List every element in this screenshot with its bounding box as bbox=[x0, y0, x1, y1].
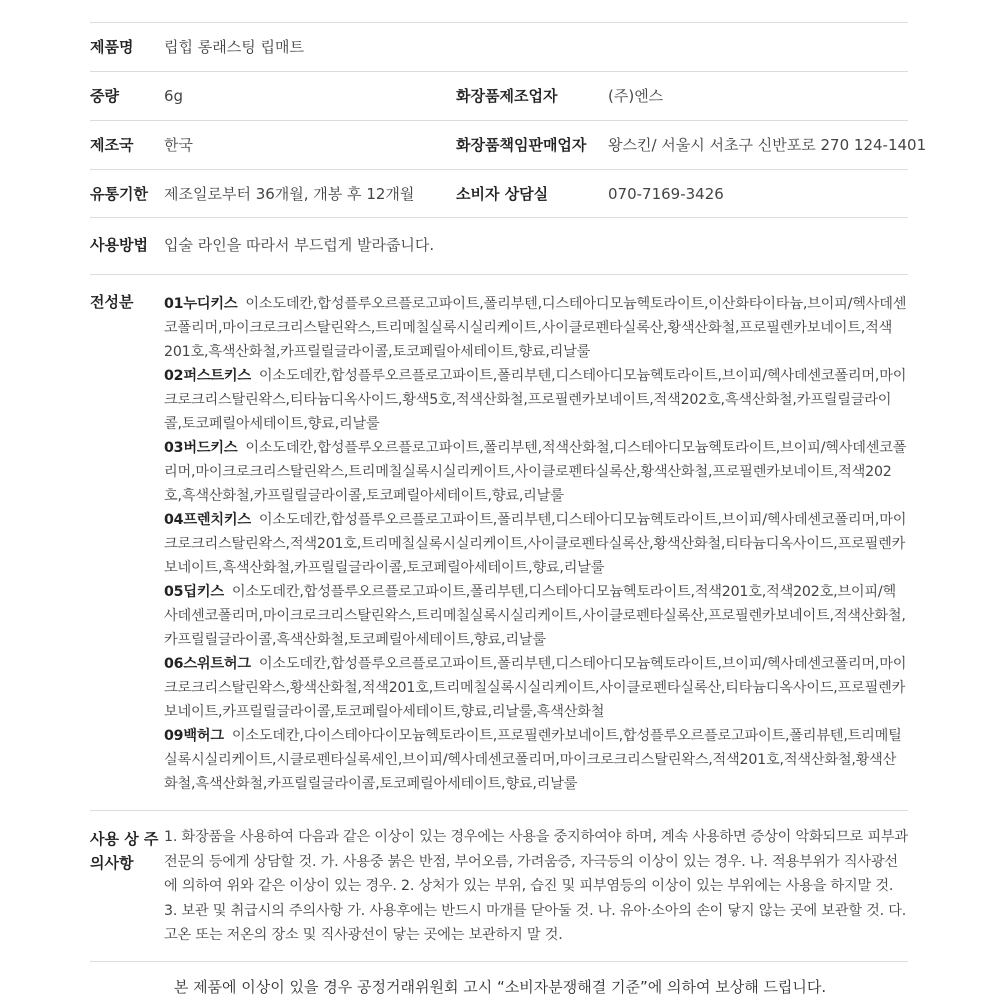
ingredient-item bbox=[164, 292, 908, 364]
usage-value: 입술 라인을 따라서 부드럽게 발라줍니다. bbox=[164, 236, 435, 254]
ingredient-item bbox=[164, 652, 908, 724]
info-row-product-name bbox=[90, 23, 908, 72]
ingredient-text: 이소도데칸,합성플루오르플로고파이트,폴리부텐,디스테아디모늄헥토라이트,브이피/헥사데센코폴리머,마이크로크리스탈린왁스,티타늄디옥사이드,황색5호,적색산화철,프로필렌카보네이트,적색202호,흑색산화철,카프릴릴글라이콜,토코페릴아세테이트,향료,리날룰 bbox=[164, 368, 907, 432]
country-label: 제조국 bbox=[90, 136, 134, 154]
ingredient-name: 02퍼스트키스 bbox=[164, 368, 251, 384]
info-row-country bbox=[90, 121, 927, 170]
warnings-label: 사용 상 주의사항 bbox=[90, 830, 159, 872]
ingredients-section bbox=[90, 275, 908, 811]
weight-label: 중량 bbox=[90, 87, 119, 105]
ingredient-text: 이소도데칸,합성플루오르플로고파이트,폴리부텐,디스테아디모늄헥토라이트,브이피/헥사데센코폴리머,마이크로크리스탈린왁스,황색산화철,적색201호,트리메칠실록시실리케이트,사이클로펜타실록산,티타늄디옥사이드,프로필렌카보네이트,카프릴릴글라이콜,토코페릴아세테이트,향료,리날룰,흑색산화철 bbox=[164, 656, 907, 720]
country-value: 한국 bbox=[164, 136, 193, 154]
ingredient-item bbox=[164, 364, 908, 436]
manufacturer-label: 화장품제조업자 bbox=[456, 87, 558, 105]
ingredient-name: 05딥키스 bbox=[164, 584, 224, 600]
consumer-center-value: 070-7169-3426 bbox=[608, 185, 724, 203]
seller-value: 왕스킨/ 서울시 서초구 신반포로 270 124-1401 bbox=[608, 136, 927, 154]
ingredient-text: 이소도데칸,합성플루오르플로고파이트,폴리부텐,디스테아디모늄헥토라이트,브이피/헥사데센코폴리머,마이크로크리스탈린왁스,적색201호,트리메칠실록시실리케이트,사이클로펜타실록산,황색산화철,티타늄디옥사이드,프로필렌카보네이트,흑색산화철,카프릴릴글라이콜,토코페릴아세테이트,향료,리날룰 bbox=[164, 512, 907, 576]
ingredient-name: 06스위트허그 bbox=[164, 656, 251, 672]
seller-label: 화장품책임판매업자 bbox=[456, 136, 587, 154]
warnings-text: 1. 화장품을 사용하여 다음과 같은 이상이 있는 경우에는 사용을 중지하여야 하며, 계속 사용하면 증상이 악화되므로 피부과 전문의 등에게 상담할 것. 가. 사용중 붉은 반점, 부어오름, 가려움증, 자극등의 이상이 있는 경우. 나. 적용부위가 직사광선에 의하여 위와 같은 이상이 있는 경우. 2. 상처가 있는 부위, 습진 및 피부염등의 이상이 있는 부위에는 사용을 하지말 것. 3. 보관 및 취급시의 주의사항 가. 사용후에는 반드시 마개를 닫아둘 것. 나. 유아·소아의 손이 닿지 않는 곳에 보관할 것. 다. 고온 또는 저온의 장소 및 직사광선이 닿는 곳에는 보관하지 말 것. bbox=[164, 829, 908, 943]
info-row-expiry bbox=[90, 170, 908, 218]
ingredient-text: 이소도데칸,합성플루오르플로고파이트,폴리부텐,디스테아디모늄헥토라이트,이산화타이타늄,브이피/헥사데센코폴리머,마이크로크리스탈린왁스,트리메칠실록시실리케이트,사이클로펜타실록산,황색산화철,프로필렌카보네이트,적색201호,흑색산화철,카프릴릴글라이콜,토코페릴아세테이트,향료,리날룰 bbox=[164, 296, 907, 360]
ingredient-item bbox=[164, 508, 908, 580]
ingredient-text: 이소도데칸,합성플루오르플로고파이트,폴리부텐,디스테아디모늄헥토라이트,적색201호,적색202호,브이피/헥사데센코폴리머,마이크로크리스탈린왁스,트리메칠실록시실리케이트,사이클로펜타실록산,프로필렌카보네이트,적색산화철,카프릴릴글라이콜,흑색산화철,토코페릴아세테이트,향료,리날룰 bbox=[164, 584, 906, 648]
usage-label: 사용방법 bbox=[90, 236, 148, 254]
info-row-usage bbox=[90, 218, 908, 275]
ingredient-item bbox=[164, 724, 908, 796]
warnings-section bbox=[90, 811, 908, 962]
product-name-value: 립힙 롱래스팅 립매트 bbox=[164, 38, 304, 56]
ingredient-item bbox=[164, 436, 908, 508]
ingredient-name: 03버드키스 bbox=[164, 440, 238, 456]
manufacturer-value: (주)엔스 bbox=[608, 87, 664, 105]
ingredient-name: 09백허그 bbox=[164, 728, 224, 744]
ingredient-text: 이소도데칸,다이스테아다이모늄헥토라이트,프로필렌카보네이트,합성플루오르플로고파이트,폴리뷰텐,트리메틸실록시실리케이트,시클로펜타실록세인,브이피/헥사데센코폴리머,마이크로크리스탈린왁스,적색201호,적색산화철,황색산화철,흑색산화철,카프릴릴글라이콜,토코페릴아세테이트,향료,리날룰 bbox=[164, 728, 902, 792]
expiry-label: 유통기한 bbox=[90, 185, 148, 203]
consumer-center-label: 소비자 상담실 bbox=[456, 185, 549, 203]
product-name-label: 제품명 bbox=[90, 38, 134, 56]
ingredients-label: 전성분 bbox=[90, 293, 134, 311]
ingredient-name: 01누디키스 bbox=[164, 296, 238, 312]
ingredient-name: 04프렌치키스 bbox=[164, 512, 251, 528]
expiry-value: 제조일로부터 36개월, 개봉 후 12개월 bbox=[164, 185, 415, 203]
ingredient-item bbox=[164, 580, 908, 652]
ingredients-list bbox=[164, 292, 908, 796]
weight-value: 6g bbox=[164, 87, 184, 105]
compensation-notice: 본 제품에 이상이 있을 경우 공정거래위원회 고시 “소비자분쟁해결 기준”에 의하여 보상해 드립니다. bbox=[173, 978, 827, 996]
info-row-weight bbox=[90, 72, 908, 121]
ingredient-text: 이소도데칸,합성플루오르플로고파이트,폴리부텐,적색산화철,디스테아디모늄헥토라이트,브이피/헥사데센코폴리머,마이크로크리스탈린왁스,트리메칠실록시실리케이트,사이클로펜타실록산,황색산화철,프로필렌카보네이트,적색202호,흑색산화철,카프릴릴글라이콜,토코페릴아세테이트,향료,리날룰 bbox=[164, 440, 907, 504]
